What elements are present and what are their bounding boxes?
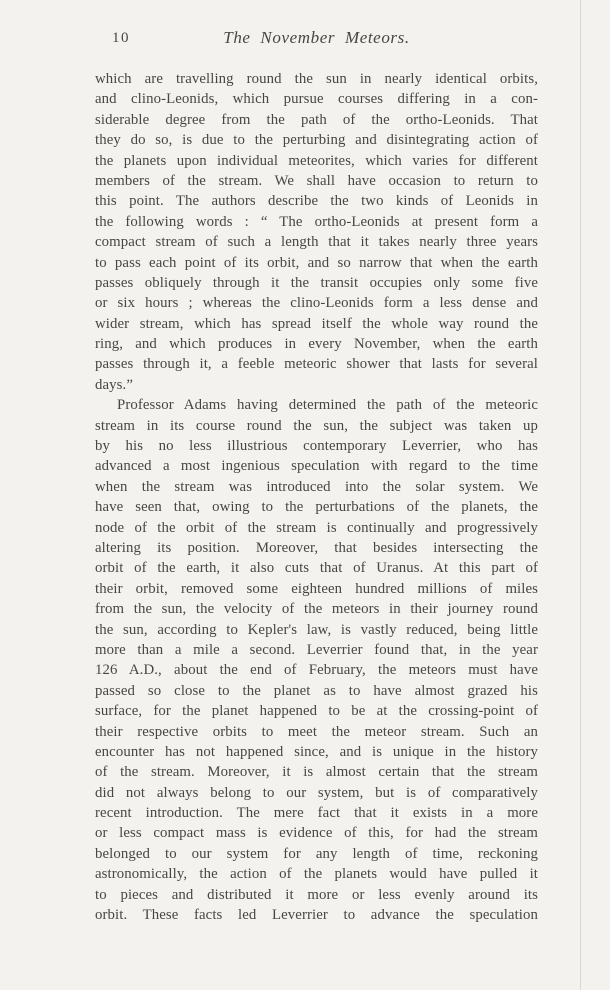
text-line: to pass each point of its orbit, and so narrow that when the earth xyxy=(95,254,538,271)
text-line: from the sun, the velocity of the meteors in their journey round xyxy=(95,601,538,618)
page-number: 10 xyxy=(112,30,130,46)
text-line: or six hours ; whereas the clino-Leonids form a less dense and xyxy=(95,295,538,312)
text-line: altering its position. Moreover, that besides intersecting the xyxy=(95,539,538,556)
body-text xyxy=(95,69,538,925)
text-line: astronomically, the action of the planets would have pulled it xyxy=(95,866,538,883)
text-line: the following words : “ The ortho-Leonids at present form a xyxy=(95,213,538,230)
text-line: of the stream. Moreover, it is almost certain that the stream xyxy=(95,764,538,781)
running-head-title: The November Meteors. xyxy=(223,28,410,47)
text-line: orbit. These facts led Leverrier to advance the speculation xyxy=(95,907,538,924)
text-line: the planets upon individual meteorites, which varies for different xyxy=(95,152,538,169)
paragraph xyxy=(95,69,538,395)
text-line: wider stream, which has spread itself the whole way round the xyxy=(95,315,538,332)
text-line: have seen that, owing to the perturbations of the planets, the xyxy=(95,499,538,516)
text-line: by his no less illustrious contemporary Leverrier, who has xyxy=(95,438,538,455)
text-line: advanced a most ingenious speculation with regard to the time xyxy=(95,458,538,475)
text-line: they do so, is due to the perturbing and disintegrating action of xyxy=(95,132,538,149)
scan-edge-line xyxy=(580,0,581,990)
text-line: to pieces and distributed it more or less evenly around its xyxy=(95,886,538,903)
text-line: Professor Adams having determined the path of the meteoric xyxy=(117,397,538,414)
paragraph xyxy=(95,395,538,925)
text-line: siderable degree from the path of the ortho-Leonids. That xyxy=(95,111,538,128)
running-head xyxy=(95,28,538,52)
text-line: 126 A.D., about the end of February, the meteors must have xyxy=(95,662,538,679)
text-line: days.” xyxy=(95,376,133,393)
text-line: belonged to our system for any length of time, reckoning xyxy=(95,845,538,862)
text-line: which are travelling round the sun in nearly identical orbits, xyxy=(95,71,538,87)
text-line: their respective orbits to meet the meteor stream. Such an xyxy=(95,723,538,740)
text-line: compact stream of such a length that it takes nearly three years xyxy=(95,234,538,251)
text-line: surface, for the planet happened to be at the crossing-point of xyxy=(95,703,538,720)
text-line: stream in its course round the sun, the subject was taken up xyxy=(95,417,538,434)
text-line: and clino-Leonids, which pursue courses differing in a con- xyxy=(95,91,538,108)
text-line: more than a mile a second. Leverrier found that, in the year xyxy=(95,641,538,658)
text-line: node of the orbit of the stream is continually and progressively xyxy=(95,519,538,536)
text-line: or less compact mass is evidence of this, for had the stream xyxy=(95,825,538,842)
text-column xyxy=(95,28,538,925)
text-line: members of the stream. We shall have occasion to return to xyxy=(95,172,538,189)
text-line: recent introduction. The mere fact that it exists in a more xyxy=(95,805,538,822)
text-line: the sun, according to Kepler's law, is vastly reduced, being little xyxy=(95,621,538,638)
text-line: did not always belong to our system, but is of comparatively xyxy=(95,784,538,801)
scan-bottom-strip xyxy=(0,990,610,997)
text-line: ring, and which produces in every November, when the earth xyxy=(95,336,538,353)
text-line: when the stream was introduced into the solar system. We xyxy=(95,478,538,495)
text-line: passes through it, a feeble meteoric shower that lasts for several xyxy=(95,356,538,373)
text-line: this point. The authors describe the two kinds of Leonids in xyxy=(95,193,538,210)
text-line: passed so close to the planet as to have almost grazed his xyxy=(95,682,538,699)
text-line: orbit of the earth, it also cuts that of Uranus. At this part of xyxy=(95,560,538,577)
text-line: their orbit, removed some eighteen hundred millions of miles xyxy=(95,580,538,597)
text-line: passes obliquely through it the transit occupies only some five xyxy=(95,274,538,291)
text-line: encounter has not happened since, and is unique in the history xyxy=(95,743,538,760)
